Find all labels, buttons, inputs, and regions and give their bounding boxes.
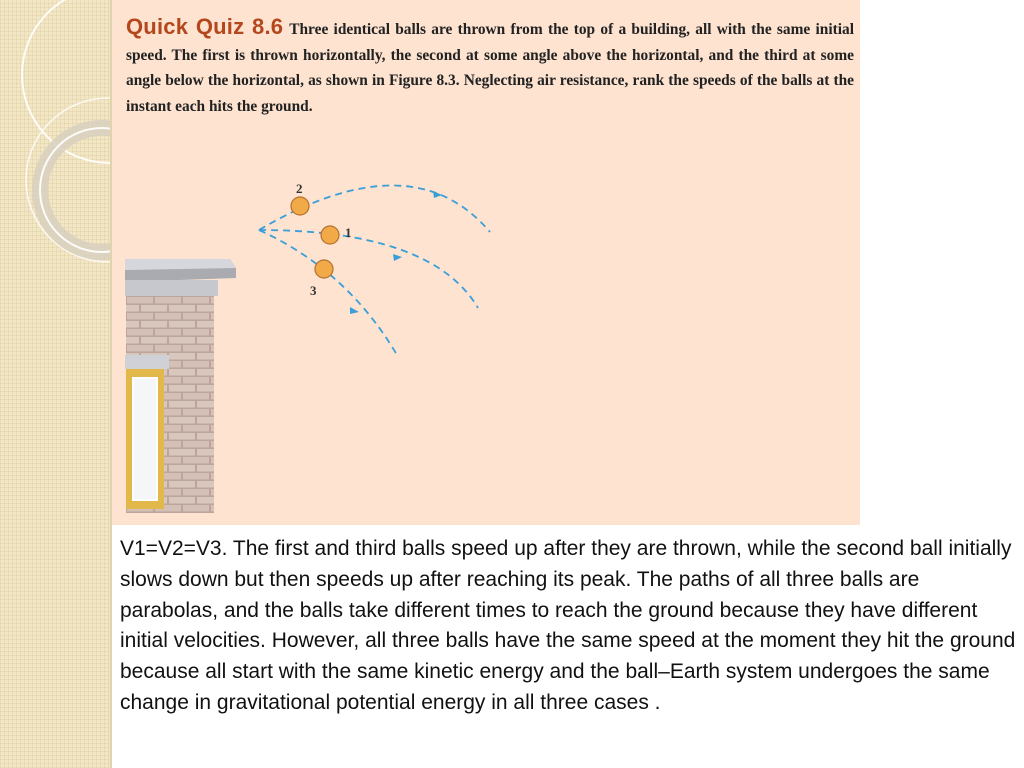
quiz-title: Quick Quiz 8.6 bbox=[126, 14, 284, 39]
trajectory-ball-3 bbox=[259, 230, 397, 355]
ball-label-3: 3 bbox=[310, 283, 317, 298]
trajectory-ball-1 bbox=[259, 230, 478, 308]
quiz-panel bbox=[112, 0, 860, 525]
ball-label-1: 1 bbox=[345, 225, 352, 240]
balls bbox=[291, 197, 339, 278]
trajectory-arrows bbox=[350, 191, 442, 314]
ball-label-2: 2 bbox=[296, 181, 303, 196]
decorative-side-strip bbox=[0, 0, 112, 768]
decorative-circles bbox=[0, 0, 112, 768]
ball-1 bbox=[321, 226, 339, 244]
quiz-question-text: Three identical balls are thrown from the top of a building, all with the same initial speed. The first is thrown horizontally, the second at some angle above the horizontal, and the third at some angle below the horizontal, as shown in Figure 8.3. Neglecting air resistance, rank the speeds of the balls at the instant each hits the ground. bbox=[126, 21, 854, 115]
answer-text: V1=V2=V3. The first and third balls speed up after they are thrown, while the second ball initially slows down but then speeds up after reaching its peak. The paths of all three balls are parabolas, and the balls take different times to reach the ground because they have different initial velocities. However, all three balls have the same speed at the moment they hit the ground because all start with the same kinetic energy and the ball–Earth system undergoes the same change in gravitational potential energy in all three cases . bbox=[120, 537, 1016, 714]
ball-3 bbox=[315, 260, 333, 278]
figure-8-3 bbox=[112, 0, 860, 525]
ball-2 bbox=[291, 197, 309, 215]
building bbox=[125, 259, 236, 513]
